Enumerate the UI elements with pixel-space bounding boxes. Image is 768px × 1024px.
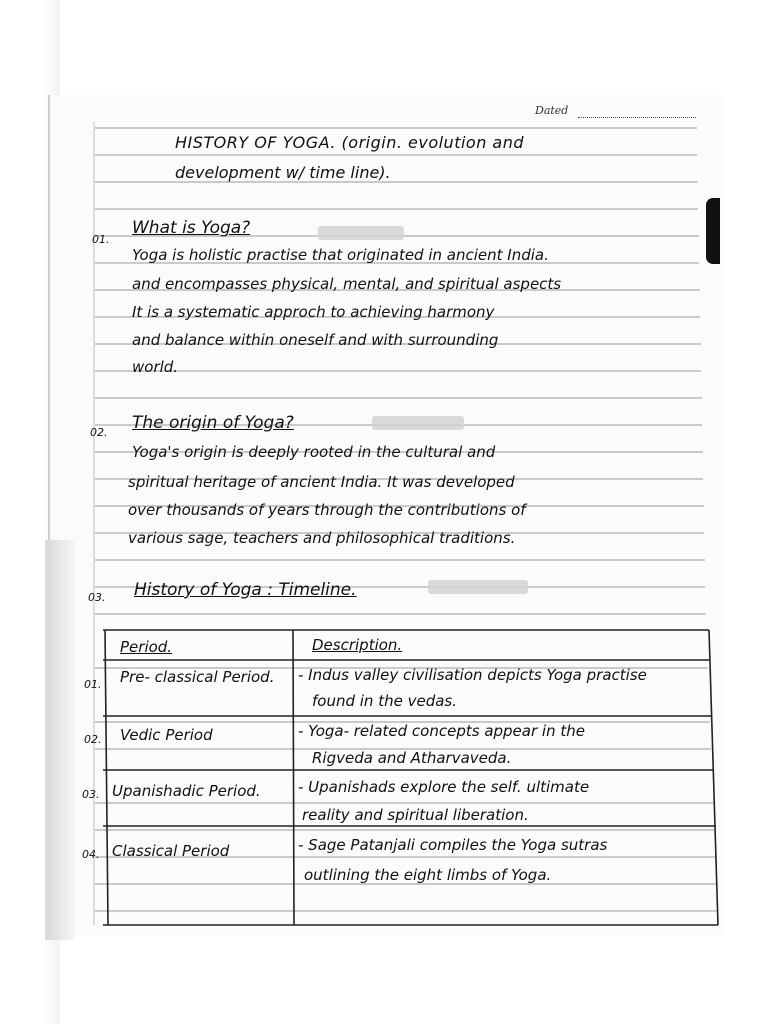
redacted-mark xyxy=(318,226,404,240)
section-number: 03. xyxy=(88,591,106,604)
dated-line xyxy=(578,117,696,118)
table-cell-description: Rigveda and Atharvaveda. xyxy=(312,749,512,767)
body-line: Yoga is holistic practise that originated in ancient India. xyxy=(132,246,549,264)
body-line: various sage, teachers and philosophical traditions. xyxy=(128,529,516,547)
table-cell-description: found in the vedas. xyxy=(312,692,457,710)
table-row-number: 04. xyxy=(82,848,100,861)
table-row-number: 02. xyxy=(84,733,102,746)
redacted-mark xyxy=(372,416,464,430)
page-title-line-1: HISTORY OF YOGA. (origin. evolution and xyxy=(175,133,525,152)
section-heading-origin-of-yoga: The origin of Yoga? xyxy=(132,413,294,433)
body-line: over thousands of years through the contributions of xyxy=(128,501,526,519)
table-cell-period: Vedic Period xyxy=(120,726,213,744)
body-line: and balance within oneself and with surrounding xyxy=(132,331,499,349)
redacted-mark xyxy=(428,580,528,594)
section-number: 02. xyxy=(90,426,108,439)
table-cell-description: - Upanishads explore the self. ultimate xyxy=(298,778,590,796)
table-cell-description: outlining the eight limbs of Yoga. xyxy=(304,866,552,884)
table-row-number: 03. xyxy=(82,788,100,801)
body-line: world. xyxy=(132,358,179,376)
table-header-description: Description. xyxy=(312,636,403,654)
table-cell-period: Upanishadic Period. xyxy=(112,782,261,800)
body-line: It is a systematic approch to achieving harmony xyxy=(132,303,495,321)
body-line: spiritual heritage of ancient India. It was developed xyxy=(128,473,515,491)
table-cell-description: - Indus valley civilisation depicts Yoga practise xyxy=(298,666,647,684)
table-cell-description: - Sage Patanjali compiles the Yoga sutras xyxy=(298,836,608,854)
section-heading-timeline: History of Yoga : Timeline. xyxy=(134,580,357,600)
body-line: and encompasses physical, mental, and spiritual aspects xyxy=(132,275,562,293)
table-header-period: Period. xyxy=(120,638,173,656)
table-cell-description: - Yoga- related concepts appear in the xyxy=(298,722,585,740)
table-row-number: 01. xyxy=(84,678,102,691)
dated-label: Dated xyxy=(535,104,569,117)
section-heading-what-is-yoga: What is Yoga? xyxy=(132,218,251,238)
table-cell-period: Classical Period xyxy=(112,842,230,860)
body-line: Yoga's origin is deeply rooted in the cultural and xyxy=(132,443,496,461)
table-cell-description: reality and spiritual liberation. xyxy=(302,806,529,824)
section-number: 01. xyxy=(92,233,110,246)
page-title-line-2: development w/ time line). xyxy=(175,163,391,182)
table-cell-period: Pre- classical Period. xyxy=(120,668,275,686)
